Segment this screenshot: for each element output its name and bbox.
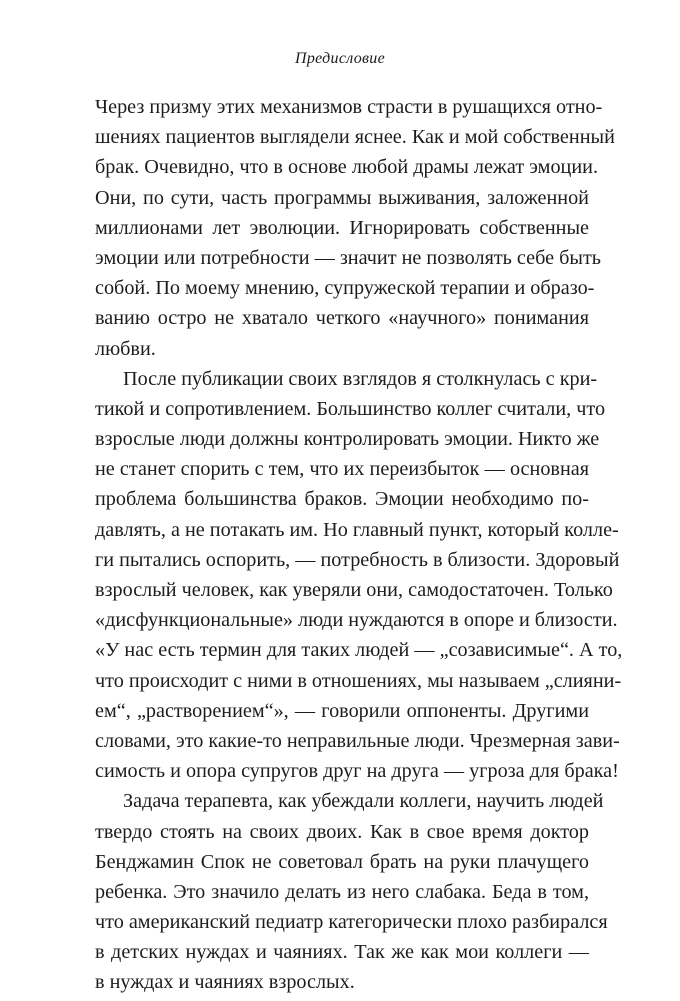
text-line: проблема большинства браков. Эмоции необходимо по- <box>95 488 589 511</box>
text-line: брак. Очевидно, что в основе любой драмы лежат эмоции. <box>95 156 599 179</box>
text-line: эмоции или потребности — значит не позволять себе быть <box>95 246 601 269</box>
text-line: После публикации своих взглядов я столкнулась с кри- <box>123 367 598 390</box>
text-line: в детских нуждах и чаяниях. Так же как мои коллеги — <box>95 941 589 964</box>
text-line: ребенка. Это значило делать из него слабака. Беда в том, <box>95 880 589 903</box>
running-header: Предисловие <box>295 50 385 67</box>
text-line: не станет спорить с тем, что их переизбыток — основная <box>95 458 589 481</box>
text-line: взрослые люди должны контролировать эмоции. Никто же <box>95 428 600 451</box>
text-line: давлять, а не потакать им. Но главный пункт, который колле- <box>95 518 619 541</box>
text-line: ем“, „растворением“», — говорили оппоненты. Другими <box>95 699 589 722</box>
text-line: миллионами лет эволюции. Игнорировать собственные <box>95 216 589 239</box>
text-line: собой. По моему мнению, супружеской терапии и образо- <box>95 277 595 300</box>
text-line: твердо стоять на своих двоих. Как в свое время доктор <box>95 820 589 843</box>
text-line: ги пытались оспорить, — потребность в близости. Здоровый <box>95 548 620 571</box>
text-line: Задача терапевта, как убеждали коллеги, научить людей <box>123 790 604 813</box>
text-line: Бенджамин Спок не советовал брать на руки плачущего <box>95 850 589 873</box>
text-line: ванию остро не хватало четкого «научного» понимания <box>95 307 589 330</box>
text-line: что американский педиатр категорически плохо разбирался <box>95 911 608 934</box>
text-line: симость и опора супругов друг на друга — угроза для брака! <box>95 760 619 783</box>
text-line: в нуждах и чаяниях взрослых. <box>95 971 355 994</box>
text-line: «дисфункциональные» люди нуждаются в опоре и близости. <box>95 609 618 632</box>
text-line: Они, по сути, часть программы выживания, заложенной <box>95 186 589 209</box>
text-line: «У нас есть термин для таких людей — „созависимые“. А то, <box>95 639 623 662</box>
text-line: шениях пациентов выглядели яснее. Как и мой собственный <box>95 126 615 149</box>
body-text <box>95 92 623 998</box>
text-line: любви. <box>95 337 156 360</box>
text-line: что происходит с ними в отношениях, мы называем „слияни- <box>95 669 622 692</box>
text-line: словами, это какие-то неправильные люди. Чрезмерная зави- <box>95 729 620 752</box>
text-line: тикой и сопротивлением. Большинство коллег считали, что <box>95 397 606 420</box>
text-line: взрослый человек, как уверяли они, самодостаточен. Только <box>95 579 613 601</box>
text-line: Через призму этих механизмов страсти в рушащихся отно- <box>95 96 603 118</box>
